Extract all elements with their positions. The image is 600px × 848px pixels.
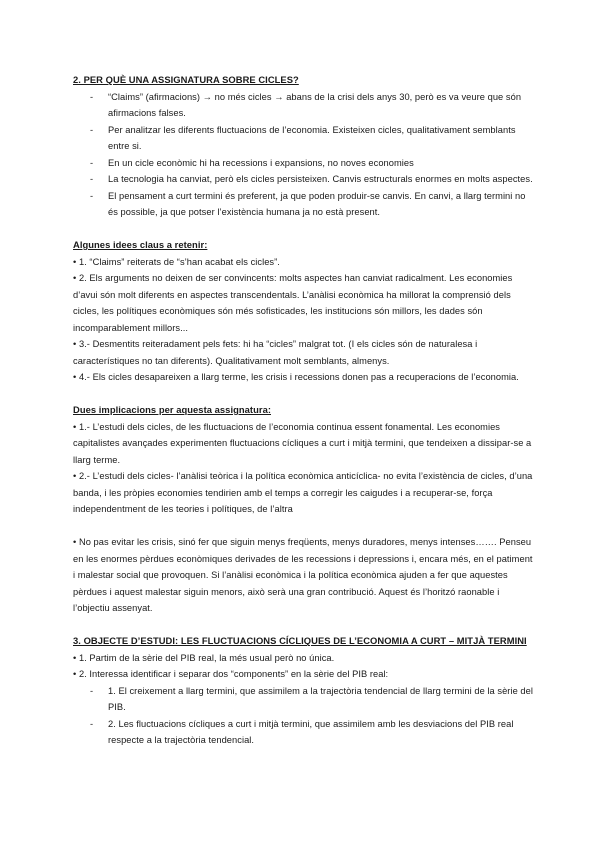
list-item: [73, 683, 535, 716]
list-item: [73, 122, 535, 155]
list-item-text: En un cicle econòmic hi ha recessions i expansions, no noves economies: [108, 157, 414, 168]
list-item: [73, 155, 535, 172]
key-idea-1: • 1. “Claims” reiterats de “s’han acabat els cicles”.: [73, 256, 280, 267]
section-2-heading: 2. PER QUÈ UNA ASSIGNATURA SOBRE CICLES?: [73, 74, 299, 85]
spacer: [73, 221, 535, 238]
dash-bullet-icon: -: [90, 718, 94, 729]
implication-1: • 1.- L’estudi dels cicles, de les fluctuacions de l’economia continua essent fonamental. Les economies capitalistes avançades experimenten fluctuacions cícliques a curt i mitjà termini, que tendeixen a dissipar-se a llarg terme.: [73, 421, 532, 465]
key-idea-3: • 3.- Desmentits reiteradament pels fets: hi ha “cicles” malgrat tot. (I els cicles són de naturalesa i característiques no tan diferents). Qualitativament molt semblants, almenys.: [73, 339, 478, 366]
implication-2: • 2.- L’estudi dels cicles- l’anàlisi teòrica i la política econòmica anticíclica- no evita l’existència de cicles, d’una banda, i les pròpies economies tendirien amb el temps a corregir les caigudes i a recuperar-se, força independentment de les teories i polítiques, de l’altra: [73, 471, 533, 514]
implications-note: • No pas evitar les crisis, sinó fer que siguin menys freqüents, menys duradores, menys intenses……. Penseu en les enormes pèrdues econòmiques derivades de les recessions i depressions i, encara més, en el patiment i malestar social que provoquen. Si l’anàlisi econòmica i la política econòmica ajuden a fer que aquestes pèrdues i aquest malestar siguin menors, això serà una gran contribució. Aquest és l’horitzó raonable i l’objectiu assenyat.: [73, 537, 533, 613]
list-item: [73, 171, 535, 188]
dash-bullet-icon: -: [90, 157, 94, 168]
list-item-text: El pensament a curt termini és preferent, ja que poden produir-se canvis. En canvi, a llarg termini no és possible, ja que potser l’existència humana ja no està present.: [108, 190, 526, 217]
key-idea-4: • 4.- Els cicles desapareixen a llarg terme, les crisis i recessions donen pas a recuperacions de l’economia.: [73, 372, 519, 382]
section-3-sublist: [73, 683, 535, 749]
list-item: [73, 188, 535, 221]
implications-heading: Dues implicacions per aquesta assignatura:: [73, 404, 271, 415]
list-item-text: La tecnologia ha canviat, però els cicles persisteixen. Canvis estructurals enormes en molts aspectes.: [108, 174, 533, 184]
list-item-text: “Claims” (afirmacions) → no més cicles → abans de la crisi dels anys 30, però es va veure que són afirmacions falses.: [108, 91, 522, 118]
dash-bullet-icon: -: [90, 685, 94, 696]
dash-bullet-icon: -: [90, 124, 94, 135]
dash-bullet-icon: -: [90, 91, 94, 102]
section-2-list: [73, 89, 535, 221]
dash-bullet-icon: -: [90, 174, 94, 184]
key-idea-2: • 2. Els arguments no deixen de ser convincents: molts aspectes han canviat radicalment. Les economies d’avui són molt diferents en aspectes transcendentals. L’anàlisi econòmica ha millorat la comprensió dels cicles, les polítiques econòmiques són més sofisticades, les institucions són millors, les dades són incomparablement millors...: [73, 273, 513, 333]
list-item-text: Per analitzar les diferents fluctuacions de l’economia. Existeixen cicles, qualitativament semblants entre si.: [108, 124, 516, 151]
dash-bullet-icon: -: [90, 190, 94, 201]
key-ideas-heading: Algunes idees claus a retenir:: [73, 239, 208, 250]
list-item-text: 1. El creixement a llarg termini, que assimilem a la trajectòria tendencial de llarg termini de la sèrie del PIB.: [108, 685, 533, 712]
list-item: [73, 89, 535, 122]
section-3-item-1: • 1. Partim de la sèrie del PIB real, la més usual però no única.: [73, 652, 335, 663]
document-page: [73, 72, 535, 749]
spacer: [73, 518, 535, 535]
list-item: [73, 716, 535, 749]
spacer: [73, 617, 535, 634]
list-item-text: 2. Les fluctuacions cícliques a curt i mitjà termini, que assimilem amb les desviacions del PIB real respecte a la trajectòria tendencial.: [108, 718, 514, 745]
section-3-heading: 3. OBJECTE D’ESTUDI: LES FLUCTUACIONS CÍCLIQUES DE L’ECONOMIA A CURT – MITJÀ TERMINI: [73, 635, 527, 646]
section-3-item-2: • 2. Interessa identificar i separar dos “components” en la sèrie del PIB real:: [73, 669, 389, 679]
spacer: [73, 386, 535, 403]
